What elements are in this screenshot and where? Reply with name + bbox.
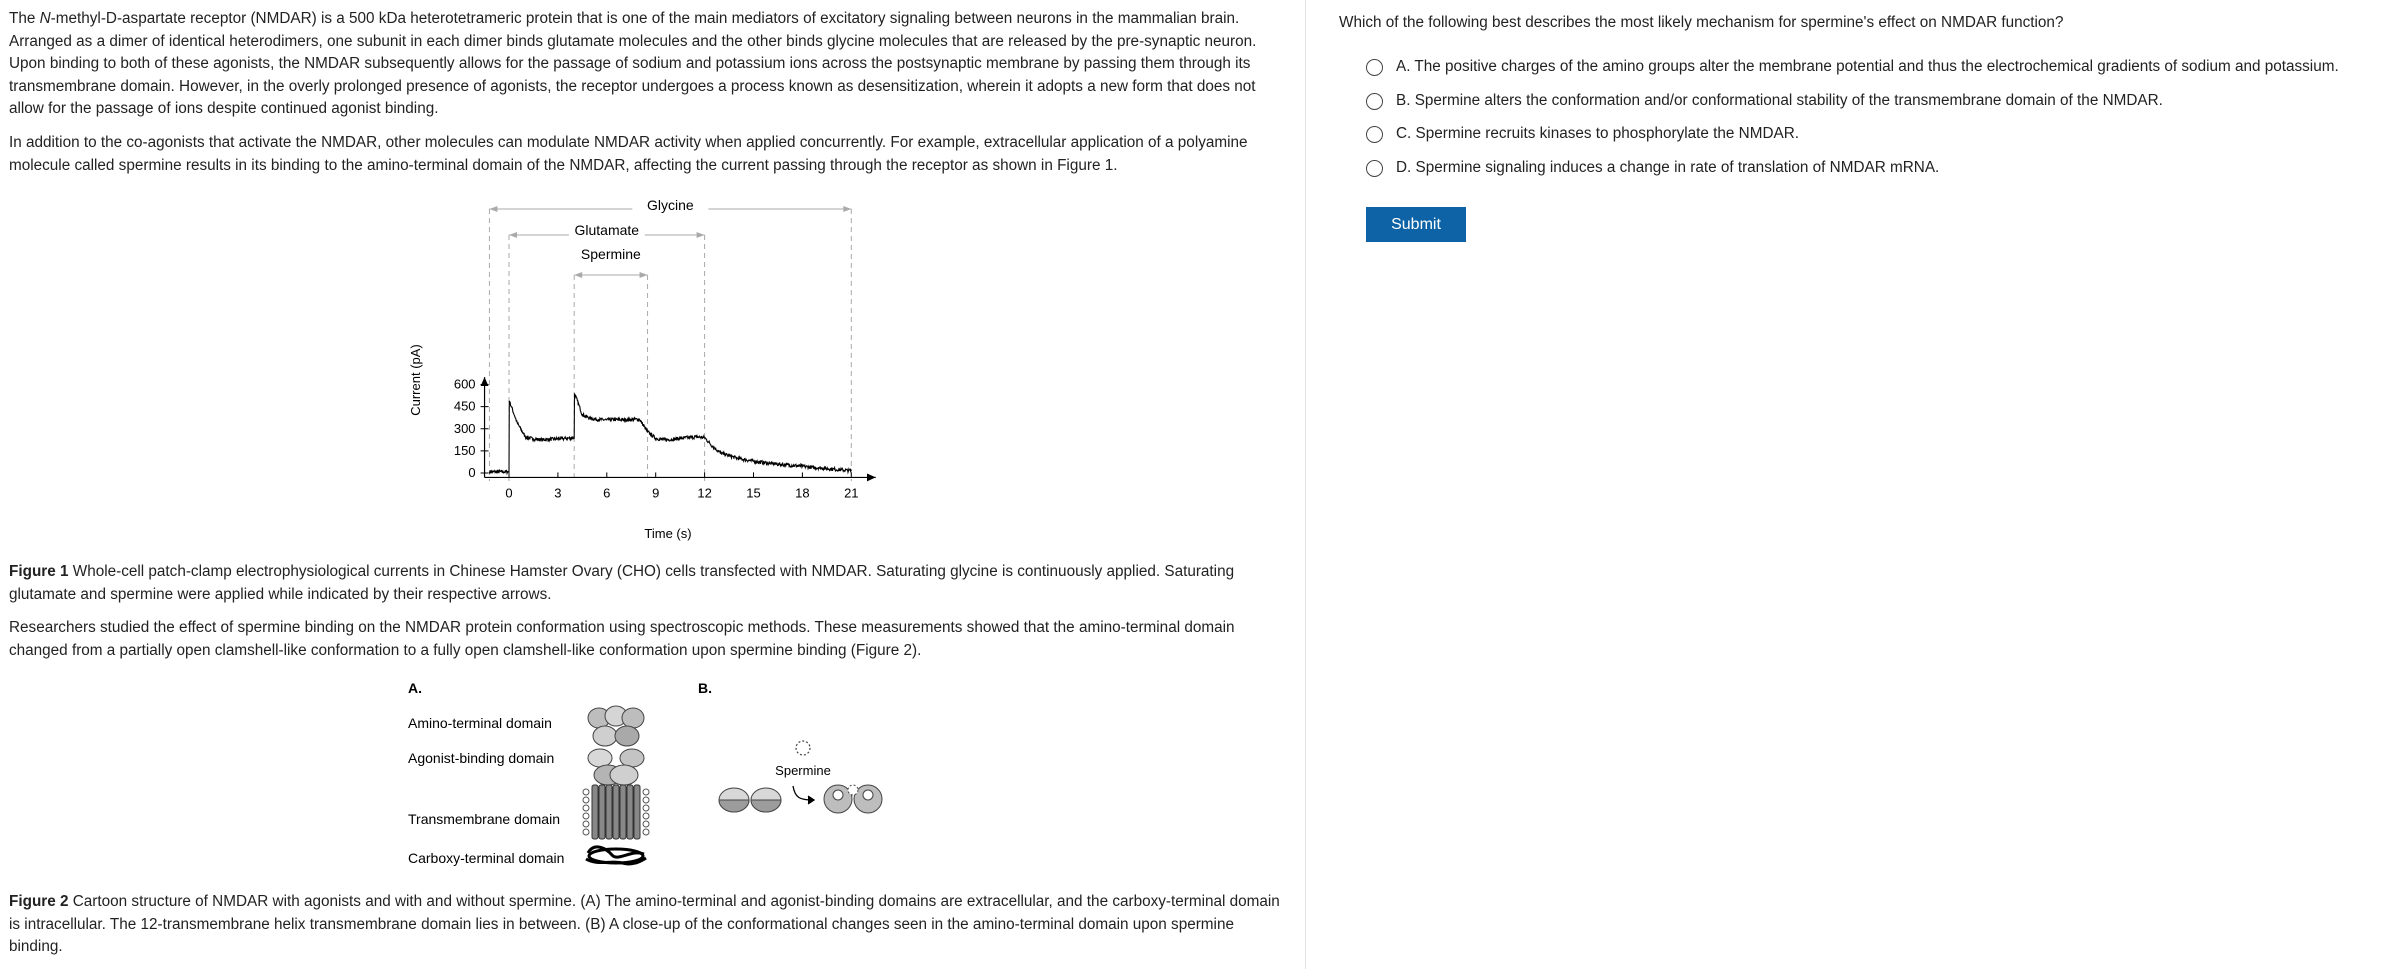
annotation-arrow-end [843, 206, 851, 212]
answer-option-a[interactable] [1366, 55, 2339, 79]
current-trace [489, 393, 851, 473]
y-axis-label: Current (pA) [408, 344, 423, 416]
y-tick-label: 150 [453, 442, 476, 458]
label-amino-terminal-domain: Amino-terminal domain [408, 715, 552, 731]
option-a-text: A. The positive charges of the amino groups alter the membrane potential and thus the electrochemical gradients of sodium and potassium. [1396, 58, 2339, 75]
x-tick-label: 9 [652, 485, 660, 501]
passage-paragraph-3: Researchers studied the effect of spermine binding on the NMDAR protein conformation using spectroscopic methods. These measurements showed that the amino-terminal domain changed from a partially open clamshell-like conformation to a fully open clamshell-like conformation upon spermine binding (Figure 2). [9, 619, 1235, 659]
annotation-label: Spermine [580, 246, 641, 262]
passage-paragraph-2: In addition to the co-agonists that activate the NMDAR, other molecules can modulate NMDAR activity when applied concurrently. For example, extracellular application of a polyamine molecule called spermine results in its binding to the amino-terminal domain of the NMDAR, affecting the current passing through the receptor as shown in Figure 1. [9, 134, 1248, 174]
radio-b[interactable] [1366, 93, 1383, 110]
answer-option-c[interactable] [1366, 122, 1799, 146]
panel-b-label: B. [698, 680, 712, 696]
answer-option-b[interactable] [1366, 89, 2163, 113]
annotation-arrow-end [697, 232, 705, 238]
p1-post: -methyl-D-aspartate receptor (NMDAR) is a 500 kDa heterotetrameric protein that is one of the main mediators of excitatory signaling between neurons in the mammalian brain. Arranged as a dimer of identical heterodimers, one subunit in each dimer binds glutamate molecules and the other binds glycine molecules that are released by the pre-synaptic neuron. Upon binding to both of these agonists, the NMDAR subsequently allows for the passage of sodium and potassium ions across the postsynaptic membrane by passing them through its transmembrane domain. However, in the overly prolonged presence of agonists, the receptor undergoes a process known as desensitization, wherein it adopts a new form that does not allow for the passage of ions despite continued agonist binding. [9, 10, 1257, 117]
y-tick-label: 600 [453, 376, 476, 392]
figure-1-caption [9, 561, 1284, 606]
question-panel [1306, 0, 2399, 969]
amino-terminal-lobes [588, 706, 644, 746]
annotation-arrow-start [509, 232, 517, 238]
x-tick-label: 15 [746, 485, 761, 501]
agonist-binding-lobes [588, 749, 644, 785]
annotation-arrow-start [574, 272, 582, 278]
radio-c[interactable] [1366, 126, 1383, 143]
nmdar-cartoon [583, 706, 649, 864]
annotation-arrow-start [489, 206, 497, 212]
carboxy-terminal-tails [586, 847, 646, 864]
label-carboxy-terminal-domain: Carboxy-terminal domain [408, 850, 565, 866]
y-tick-label: 300 [453, 420, 476, 436]
figure-1-caption-text: Whole-cell patch-clamp electrophysiological currents in Chinese Hamster Ovary (CHO) cells transfected with NMDAR. Saturating glycine is continuously applied. Saturating glutamate and spermine were applied while indicated by their respective arrows. [9, 563, 1235, 603]
figure-2-caption-text: Cartoon structure of NMDAR with agonists and with and without spermine. (A) The amino-terminal and agonist-binding domains are extracellular, and the carboxy-terminal domain is intracellular. The 12-transmembrane helix transmembrane domain lies in between. (B) A close-up of the conformational changes seen in the amino-terminal domain upon spermine binding. [9, 893, 1280, 955]
passage-paragraph-1 [9, 8, 1284, 121]
y-tick-label: 0 [468, 465, 476, 480]
p1-italic: N [39, 10, 51, 27]
x-tick-label: 18 [795, 485, 810, 501]
x-axis-label: Time (s) [644, 526, 692, 541]
series-line [489, 393, 851, 473]
question-text: Which of the following best describes the most likely mechanism for spermine's effect on NMDAR function? [1339, 14, 2064, 31]
partially-open-clamshell [719, 788, 781, 812]
panel-b-spermine-label: Spermine [775, 763, 831, 778]
x-tick-label: 0 [505, 485, 513, 501]
x-tick-label: 12 [697, 485, 712, 501]
figure-2-caption-label: Figure 2 [9, 893, 69, 910]
figure-2-diagram [400, 672, 910, 872]
x-tick-label: 3 [554, 485, 562, 501]
figure-1-chart [400, 195, 910, 545]
y-tick-label: 450 [453, 398, 476, 414]
label-agonist-binding-domain: Agonist-binding domain [408, 750, 555, 766]
x-tick-label: 21 [844, 485, 859, 501]
option-c-text: C. Spermine recruits kinases to phosphorylate the NMDAR. [1396, 125, 1799, 142]
annotation-arrow-end [640, 272, 648, 278]
panel-a-label: A. [408, 680, 422, 696]
submit-button[interactable]: Submit [1366, 207, 1466, 242]
x-tick-label: 6 [603, 485, 611, 501]
spermine-molecule [796, 741, 810, 755]
transmembrane-helices [592, 785, 640, 839]
p1-pre: The [9, 10, 40, 27]
annotation-label: Glycine [647, 197, 694, 213]
option-d-text: D. Spermine signaling induces a change in rate of translation of NMDAR mRNA. [1396, 159, 1940, 176]
radio-d[interactable] [1366, 160, 1383, 177]
annotation-label: Glutamate [574, 222, 640, 238]
label-transmembrane-domain: Transmembrane domain [408, 811, 560, 827]
conformation-change-arrow [793, 786, 814, 804]
fully-open-clamshell [824, 785, 882, 813]
figure-2-caption [9, 891, 1284, 959]
option-b-text: B. Spermine alters the conformation and/or conformational stability of the transmembrane domain of the NMDAR. [1396, 92, 2163, 109]
radio-a[interactable] [1366, 59, 1383, 76]
answer-option-d[interactable] [1366, 156, 1939, 180]
figure-1-caption-label: Figure 1 [9, 563, 69, 580]
